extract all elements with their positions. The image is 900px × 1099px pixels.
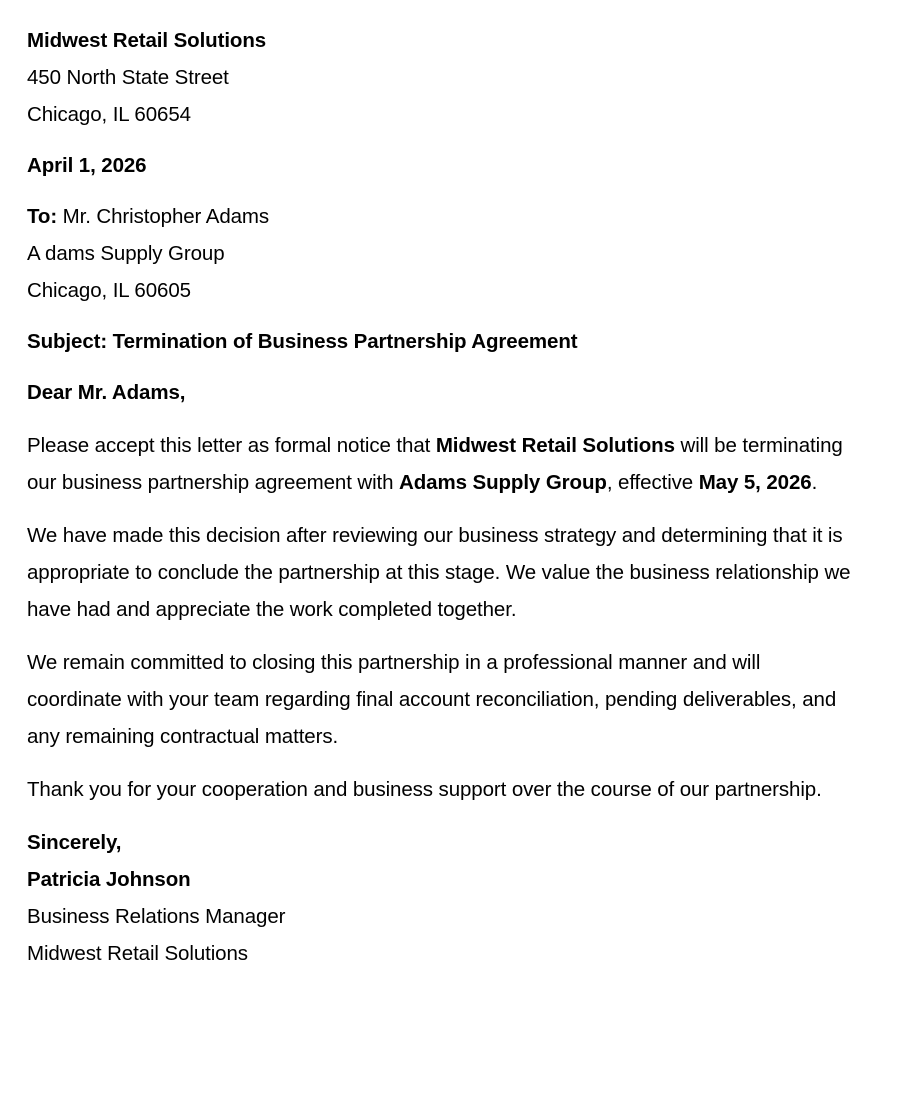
sender-company: Midwest Retail Solutions [27, 29, 267, 52]
body-paragraph-3: We remain committed to closing this partnership in a professional manner and will coordinate with your team regarding final account reconciliation, pending deliverables, and any remaining contractual matters. [27, 651, 837, 748]
recipient-city-state-zip: Chicago, IL 60605 [27, 279, 191, 302]
signature-block [27, 824, 860, 972]
p1-bold-recipient-company: Adams Supply Group [399, 471, 607, 494]
signature-name: Patricia Johnson [27, 868, 191, 891]
body-paragraph-4: Thank you for your cooperation and business support over the course of our partnership. [27, 778, 822, 801]
letter-date: April 1, 2026 [27, 154, 147, 177]
signature-closing: Sincerely, [27, 831, 122, 854]
recipient-company: A dams Supply Group [27, 242, 225, 265]
recipient-to-label: To: [27, 205, 58, 228]
subject-block [27, 323, 860, 360]
signature-company: Midwest Retail Solutions [27, 942, 248, 965]
p1-bold-effective-date: May 5, 2026 [698, 471, 812, 494]
signature-title: Business Relations Manager [27, 905, 286, 928]
letter-date-block [27, 147, 860, 184]
p1-segment-2: will be terminating our business partnership agreement with [27, 434, 843, 494]
p1-segment-1: Please accept this letter as formal notice that [27, 434, 436, 457]
recipient-name: Mr. Christopher Adams [57, 205, 270, 228]
recipient-name-line [27, 198, 860, 235]
p1-segment-4: . [811, 471, 818, 494]
recipient-address-block [27, 198, 860, 309]
body-paragraph-1 [27, 427, 860, 501]
sender-city-state-zip: Chicago, IL 60654 [27, 103, 191, 126]
p1-segment-3: , effective [606, 471, 699, 494]
salutation: Dear Mr. Adams, [27, 381, 186, 404]
salutation-block [27, 374, 860, 411]
sender-street: 450 North State Street [27, 66, 229, 89]
body-paragraph-2: We have made this decision after reviewing our business strategy and determining that it is appropriate to conclude the partnership at this stage. We value the business relationship we have had and appreciate the work completed together. [27, 524, 851, 621]
sender-address-block [27, 22, 860, 133]
p1-bold-sender-company: Midwest Retail Solutions [435, 434, 675, 457]
subject-line: Subject: Termination of Business Partnership Agreement [27, 330, 578, 353]
